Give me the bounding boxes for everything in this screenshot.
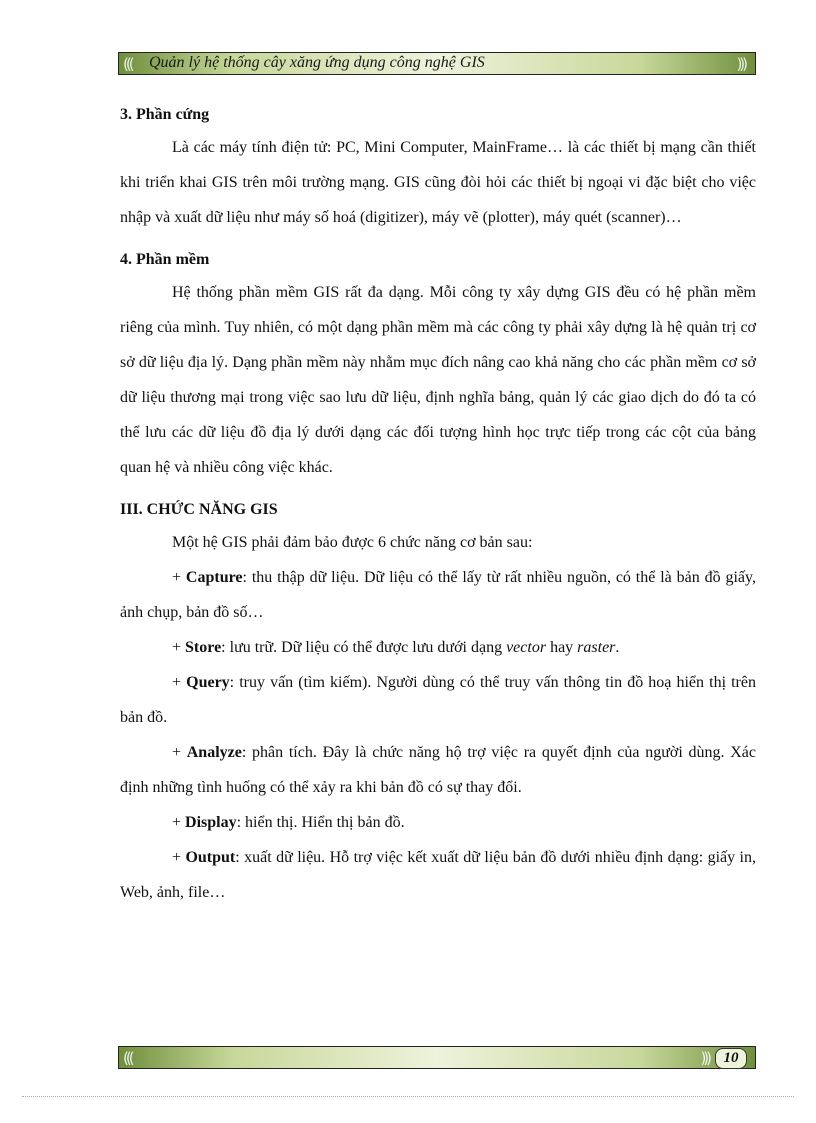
function-term: Store xyxy=(185,639,222,656)
header-ornament-left: ((( xyxy=(123,55,132,73)
page-content xyxy=(120,100,756,910)
function-em: vector xyxy=(506,639,547,656)
function-desc: : phân tích. Đây là chức năng hộ trợ việc ra quyết định của người dùng. Xác định những tình huống có thể xảy ra khi bản đồ có sự thay đổi. xyxy=(120,744,756,796)
function-term: Output xyxy=(185,849,236,866)
page-header-band xyxy=(118,52,756,75)
item-prefix: + xyxy=(172,744,187,761)
function-desc: : hiển thị. Hiển thị bản đồ. xyxy=(236,814,405,831)
function-desc: : lưu trữ. Dữ liệu có thể được lưu dưới dạng xyxy=(221,639,507,656)
footer-ornament-left: ((( xyxy=(123,1049,132,1067)
page-footer-band xyxy=(118,1046,756,1069)
heading-functions: III. CHỨC NĂNG GIS xyxy=(120,501,278,518)
function-em: raster xyxy=(577,639,616,656)
paragraph-functions-intro: Một hệ GIS phải đảm bảo được 6 chức năng cơ bản sau: xyxy=(172,534,533,551)
function-term: Display xyxy=(185,814,237,831)
item-prefix: + xyxy=(172,814,186,831)
function-item-display xyxy=(120,805,756,840)
page-bottom-divider xyxy=(22,1096,794,1097)
header-title: Quản lý hệ thống cây xăng ứng dụng công nghệ GIS xyxy=(149,54,485,71)
paragraph-software: Hệ thống phần mềm GIS rất đa dạng. Mỗi công ty xây dựng GIS đều có hệ phần mềm riêng của mình. Tuy nhiên, có một dạng phần mềm mà các công ty phải xây dựng là hệ quản trị cơ sở dữ liệu địa lý. Dạng phần mềm này nhằm mục đích nâng cao khả năng cho các phần mềm cơ sở dữ liệu thương mại trong việc sao lưu dữ liệu, định nghĩa bảng, quản lý các giao dịch do đó ta có thể lưu các dữ liệu đồ địa lý dưới dạng các đối tượng hình học trực tiếp trong các cột của bảng quan hệ và nhiều công việc khác. xyxy=(120,284,756,476)
function-term: Query xyxy=(186,674,230,691)
function-item-store xyxy=(120,630,756,665)
function-item-analyze xyxy=(120,735,756,805)
function-term: Capture xyxy=(185,569,243,586)
function-desc-end: . xyxy=(615,639,620,656)
item-prefix: + xyxy=(172,674,187,691)
function-term: Analyze xyxy=(186,744,242,761)
item-prefix: + xyxy=(172,639,186,656)
function-desc-mid: hay xyxy=(546,639,578,656)
heading-hardware: 3. Phần cứng xyxy=(120,106,210,123)
function-item-query xyxy=(120,665,756,735)
item-prefix: + xyxy=(172,849,186,866)
item-prefix: + xyxy=(172,569,186,586)
footer-ornament-right: ))) xyxy=(700,1049,709,1067)
paragraph-hardware: Là các máy tính điện tử: PC, Mini Computer, MainFrame… là các thiết bị mạng cần thiết khi triển khai GIS trên môi trường mạng. GIS cũng đòi hỏi các thiết bị ngoại vi đặc biệt cho việc nhập và xuất dữ liệu như máy số hoá (digitizer), máy vẽ (plotter), máy quét (scanner)… xyxy=(120,139,756,226)
function-item-output xyxy=(120,840,756,910)
function-desc: : truy vấn (tìm kiếm). Người dùng có thể truy vấn thông tin đồ hoạ hiển thị trên bản đồ. xyxy=(120,674,756,726)
header-ornament-right: ))) xyxy=(736,55,745,73)
heading-software: 4. Phần mềm xyxy=(120,251,210,268)
function-item-capture xyxy=(120,560,756,630)
function-desc: : xuất dữ liệu. Hỗ trợ việc kết xuất dữ liệu bản đồ dưới nhiều định dạng: giấy in, Web, ảnh, file… xyxy=(120,849,756,901)
function-desc: : thu thập dữ liệu. Dữ liệu có thể lấy từ rất nhiều nguồn, có thể là bản đồ giấy, ảnh chụp, bản đồ số… xyxy=(120,569,756,621)
page-number: 10 xyxy=(715,1048,747,1069)
